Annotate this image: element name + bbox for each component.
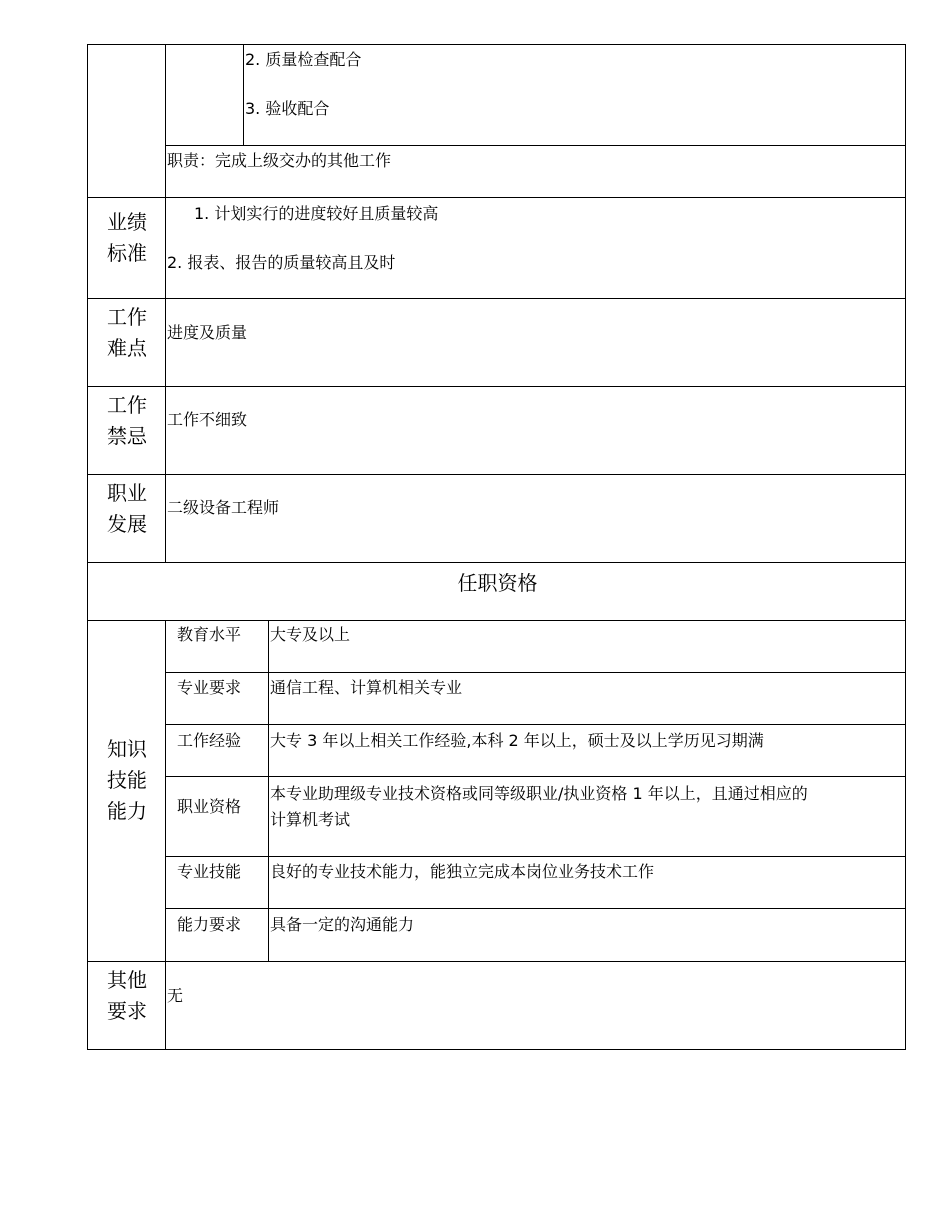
cell (165, 961, 906, 1050)
cell (165, 298, 906, 387)
other-label: 其他 要求 (107, 968, 147, 1023)
knowledge-label: 知识 技能 能力 (107, 737, 147, 823)
qual-value: 大专及以上 (270, 625, 351, 644)
other-duty: 职责：完成上级交办的其他工作 (167, 151, 392, 170)
career-label: 职业 发展 (107, 481, 147, 536)
difficulty-label: 工作 难点 (107, 305, 147, 360)
qual-value-line2: 计算机考试 (270, 810, 351, 829)
qual-key: 专业技能 (177, 862, 242, 881)
cell (165, 386, 906, 475)
qual-value: 本专业助理级专业技术资格或同等级职业/执业资格 1 年以上，且通过相应的 (270, 784, 808, 803)
qual-key: 教育水平 (177, 625, 242, 644)
qual-value: 通信工程、计算机相关专业 (270, 678, 463, 697)
duty-item: 3. 验收配合 (245, 99, 330, 118)
other-value: 无 (167, 986, 184, 1005)
cell (268, 620, 906, 673)
qual-key: 专业要求 (177, 678, 242, 697)
performance-item: 2. 报表、报告的质量较高且及时 (167, 253, 396, 272)
cell (165, 44, 244, 146)
career-value: 二级设备工程师 (167, 498, 280, 517)
qual-value: 具备一定的沟通能力 (270, 915, 415, 934)
taboo-label: 工作 禁忌 (107, 393, 147, 448)
cell (165, 474, 906, 563)
duty-item: 2. 质量检查配合 (245, 50, 362, 69)
qualification-header: 任职资格 (457, 571, 538, 595)
performance-label: 业绩 标准 (107, 210, 147, 265)
qual-value: 良好的专业技术能力，能独立完成本岗位业务技术工作 (270, 862, 655, 881)
qual-value: 大专 3 年以上相关工作经验,本科 2 年以上，硕士及以上学历见习期满 (270, 731, 764, 750)
qual-key: 能力要求 (177, 915, 242, 934)
qual-key: 职业资格 (177, 797, 242, 816)
cell (87, 44, 166, 198)
difficulty-value: 进度及质量 (167, 323, 248, 342)
taboo-value: 工作不细致 (167, 410, 248, 429)
qual-key: 工作经验 (177, 731, 242, 750)
performance-item: 1. 计划实行的进度较好且质量较高 (194, 204, 439, 223)
